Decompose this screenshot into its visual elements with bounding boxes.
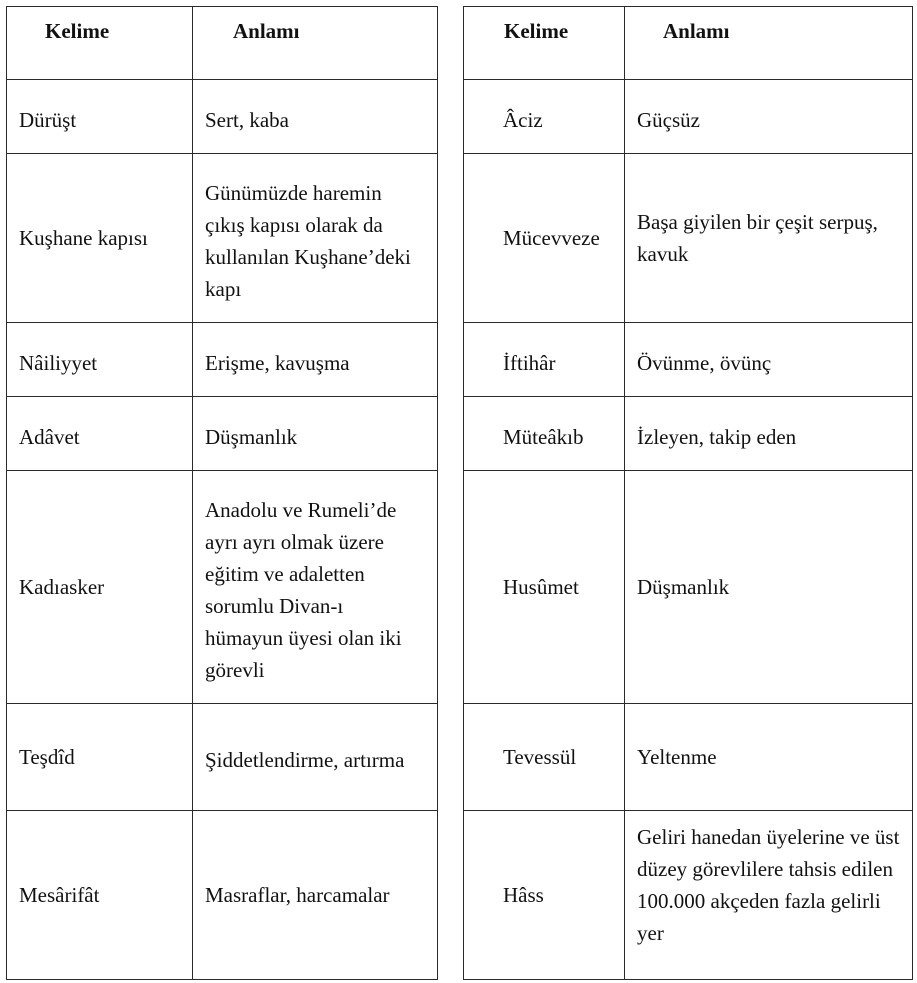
meaning-cell: Sert, kaba xyxy=(193,80,438,154)
table-row xyxy=(464,80,913,154)
meaning-cell: Erişme, kavuşma xyxy=(193,323,438,397)
table-row xyxy=(7,154,438,323)
glossary-table-right xyxy=(463,6,913,980)
table-row xyxy=(464,811,913,980)
meaning-cell: Günümüzde haremin çıkış kapısı olarak da kullanılan Kuşhane’deki kapı xyxy=(193,154,438,323)
table-header-row xyxy=(7,7,438,80)
table-row xyxy=(464,471,913,704)
word-cell: Teşdîd xyxy=(7,704,193,811)
word-cell: Tevessül xyxy=(464,704,625,811)
meaning-cell: Masraflar, harcamalar xyxy=(193,811,438,980)
table-row xyxy=(7,704,438,811)
word-cell: Müteâkıb xyxy=(464,397,625,471)
meaning-cell: Düşmanlık xyxy=(625,471,913,704)
meaning-cell: Yeltenme xyxy=(625,704,913,811)
table-row xyxy=(464,704,913,811)
table-row xyxy=(464,397,913,471)
meaning-cell: İzleyen, takip eden xyxy=(625,397,913,471)
column-header-word: Kelime xyxy=(464,7,625,80)
table-header-row xyxy=(464,7,913,80)
column-header-meaning: Anlamı xyxy=(625,7,913,80)
meaning-cell: Övünme, övünç xyxy=(625,323,913,397)
word-cell: Nâiliyyet xyxy=(7,323,193,397)
word-cell: Âciz xyxy=(464,80,625,154)
meaning-cell: Güçsüz xyxy=(625,80,913,154)
meaning-cell: Geliri hanedan üyelerine ve üst düzey görevlilere tahsis edilen 100.000 akçeden fazla gelirli yer xyxy=(625,811,913,980)
word-cell: Dürüşt xyxy=(7,80,193,154)
word-cell: Hâss xyxy=(464,811,625,980)
table-row xyxy=(7,80,438,154)
table-row xyxy=(7,811,438,980)
word-cell: Husûmet xyxy=(464,471,625,704)
meaning-cell: Anadolu ve Rumeli’de ayrı ayrı olmak üzere eğitim ve adaletten sorumlu Divan-ı hümayun üyesi olan iki görevli xyxy=(193,471,438,704)
column-header-meaning: Anlamı xyxy=(193,7,438,80)
table-row xyxy=(7,471,438,704)
table-row xyxy=(7,323,438,397)
table-row xyxy=(7,397,438,471)
word-cell: Kuşhane kapısı xyxy=(7,154,193,323)
word-cell: Kadıasker xyxy=(7,471,193,704)
word-cell: Mesârifât xyxy=(7,811,193,980)
word-cell: İftihâr xyxy=(464,323,625,397)
word-cell: Mücevveze xyxy=(464,154,625,323)
meaning-cell: Başa giyilen bir çeşit serpuş, kavuk xyxy=(625,154,913,323)
meaning-cell: Düşmanlık xyxy=(193,397,438,471)
meaning-cell: Şiddetlendirme, artırma xyxy=(193,704,438,811)
table-row xyxy=(464,323,913,397)
glossary-table-left xyxy=(6,6,438,980)
table-row xyxy=(464,154,913,323)
word-cell: Adâvet xyxy=(7,397,193,471)
column-header-word: Kelime xyxy=(7,7,193,80)
